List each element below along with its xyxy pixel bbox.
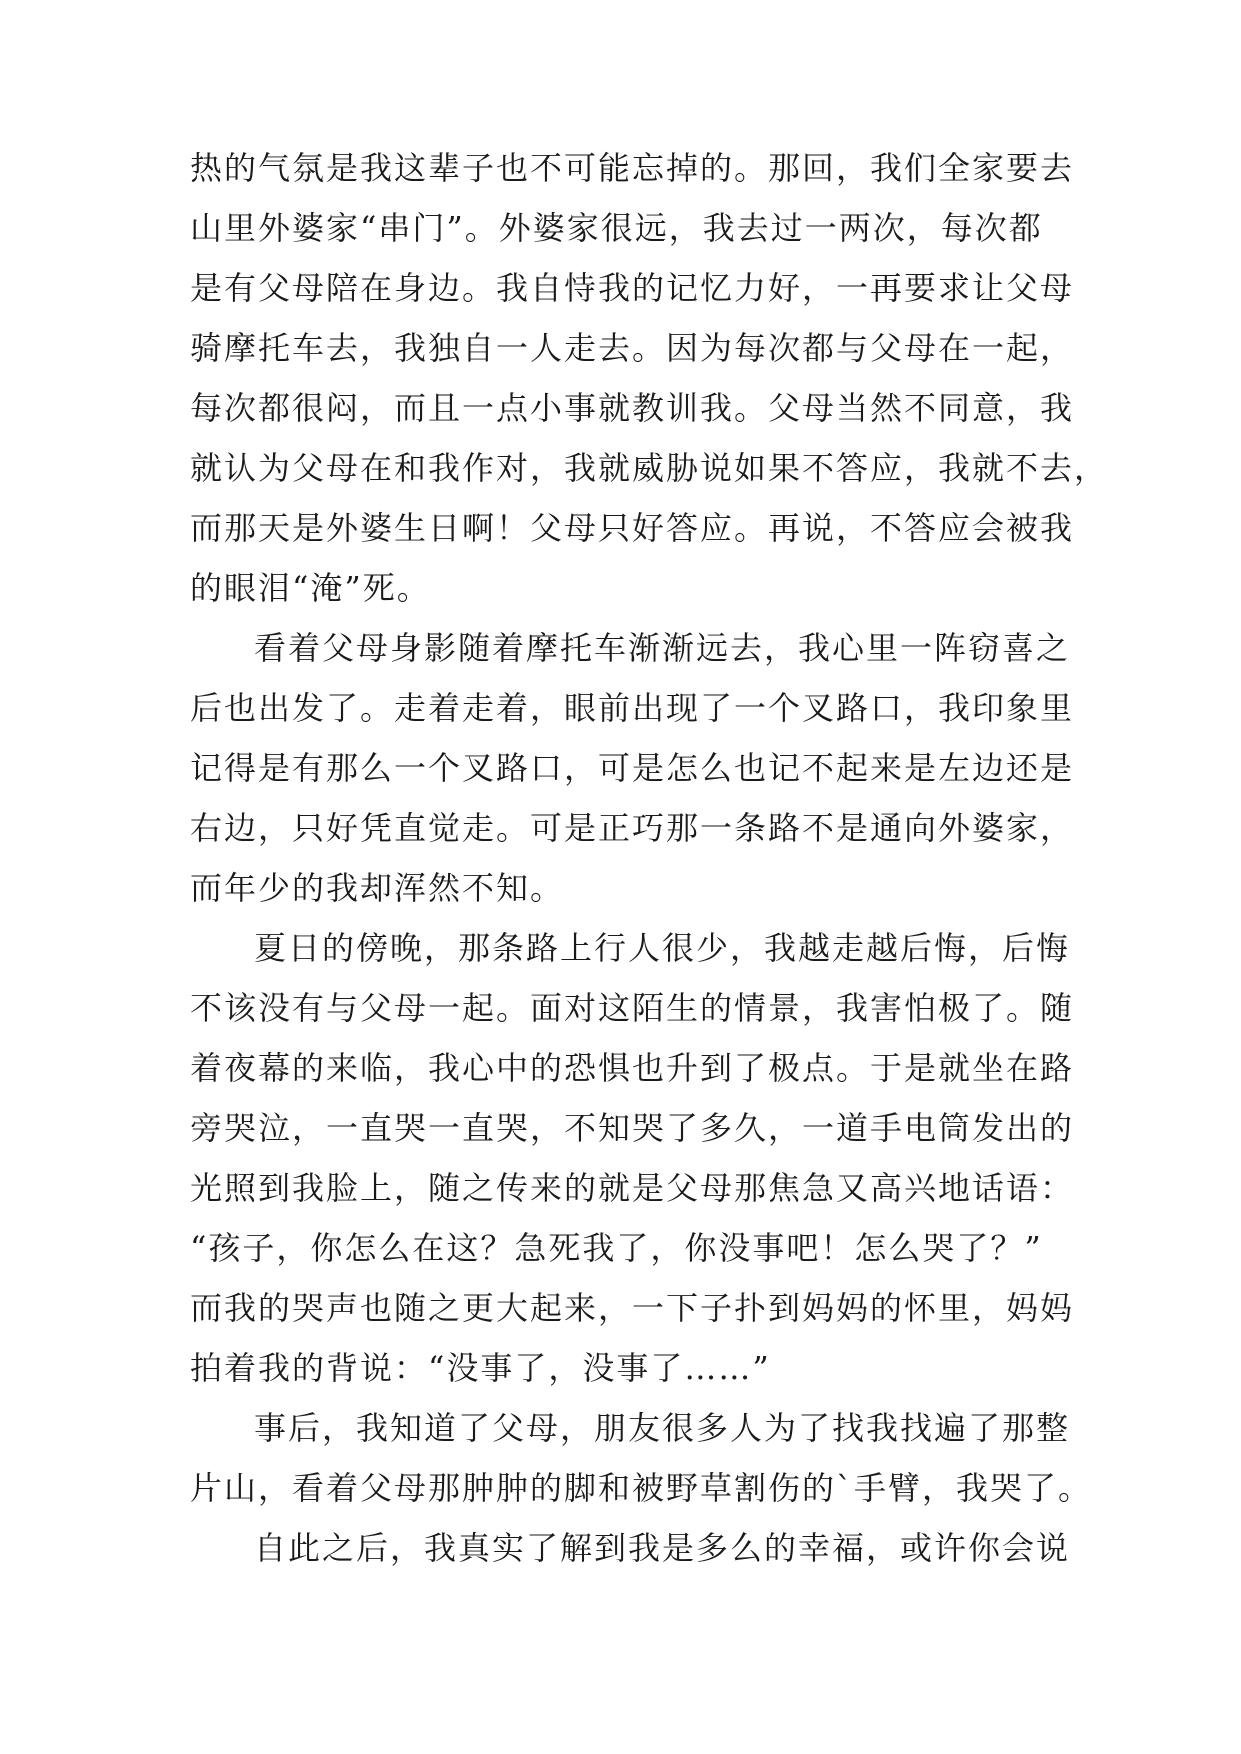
- text-line: 的眼泪“淹”死。: [190, 569, 431, 607]
- text-line: 右边，只好凭直觉走。可是正巧那一条路不是通向外婆家，: [190, 809, 1075, 847]
- paragraph-first-line: 看着父母身影随着摩托车渐渐远去，我心里一阵窃喜之: [254, 629, 1071, 667]
- text-line: 而那天是外婆生日啊！父母只好答应。再说，不答应会被我: [190, 509, 1075, 547]
- text-line: 而我的哭声也随之更大起来，一下子扑到妈妈的怀里，妈妈: [190, 1289, 1075, 1327]
- text-line: 骑摩托车去，我独自一人走去。因为每次都与父母在一起，: [190, 329, 1075, 367]
- text-line: 旁哭泣，一直哭一直哭，不知哭了多久，一道手电筒发出的: [190, 1109, 1075, 1147]
- text-line: 就认为父母在和我作对，我就威胁说如果不答应，我就不去，: [190, 449, 1109, 487]
- text-line: 而年少的我却浑然不知。: [190, 869, 565, 907]
- text-line: “孩子，你怎么在这？急死我了，你没事吧！怎么哭了？”: [190, 1229, 1043, 1267]
- text-line: 热的气氛是我这辈子也不可能忘掉的。那回，我们全家要去: [190, 149, 1075, 187]
- paragraph-first-line: 夏日的傍晚，那条路上行人很少，我越走越后悔，后悔: [254, 929, 1071, 967]
- paragraph-first-line: 事后，我知道了父母，朋友很多人为了找我找遍了那整: [254, 1409, 1071, 1447]
- text-line: 记得是有那么一个叉路口，可是怎么也记不起来是左边还是: [190, 749, 1075, 787]
- text-line: 后也出发了。走着走着，眼前出现了一个叉路口，我印象里: [190, 689, 1075, 727]
- text-line: 拍着我的背说：“没事了，没事了……”: [190, 1349, 771, 1387]
- text-line: 着夜幕的来临，我心中的恐惧也升到了极点。于是就坐在路: [190, 1049, 1075, 1087]
- text-line: 每次都很闷，而且一点小事就教训我。父母当然不同意，我: [190, 389, 1075, 427]
- paragraph-first-line: 自此之后，我真实了解到我是多么的幸福，或许你会说: [254, 1529, 1071, 1567]
- text-line: 片山，看着父母那肿肿的脚和被野草割伤的`手臂，我哭了。: [190, 1469, 1093, 1507]
- text-line: 是有父母陪在身边。我自恃我的记忆力好，一再要求让父母: [190, 269, 1075, 307]
- text-line: 不该没有与父母一起。面对这陌生的情景，我害怕极了。随: [190, 989, 1075, 1027]
- text-line: 光照到我脸上，随之传来的就是父母那焦急又高兴地话语：: [190, 1169, 1075, 1207]
- text-line: 山里外婆家“串门”。外婆家很远，我去过一两次，每次都: [190, 209, 1043, 247]
